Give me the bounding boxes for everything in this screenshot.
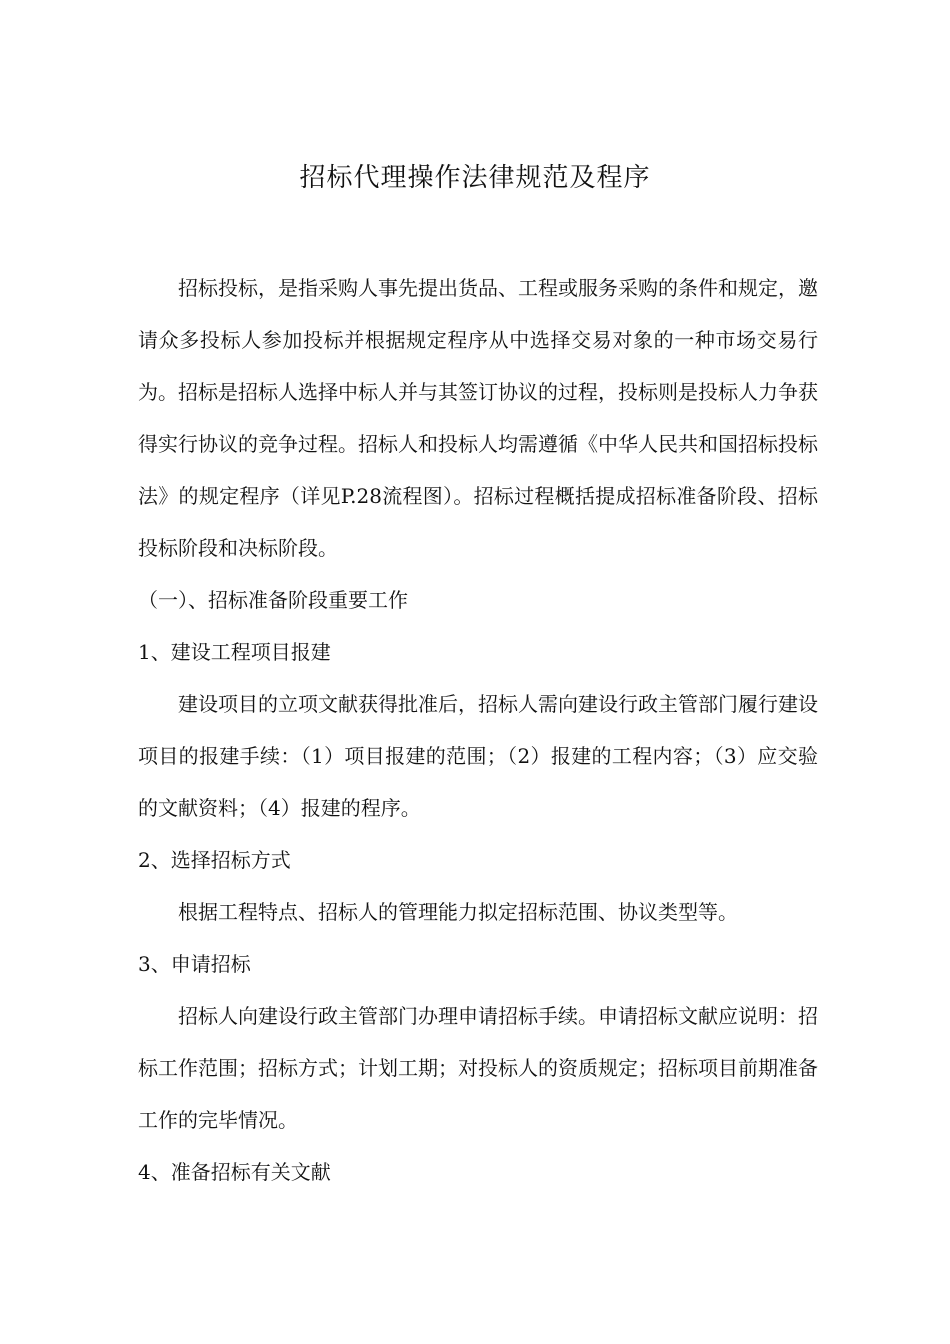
item-heading-3: 3、申请招标 [138,952,251,976]
item-heading-4: 4、准备招标有关文献 [138,1160,331,1184]
item-text-1: 建设项目的立项文献获得批准后，招标人需向建设行政主管部门履行建设项目的报建手续：（1）项目报建的范围；（2）报建的工程内容；（3）应交验的文献资料；（4）报建的程序。 [138,692,818,820]
document-body [138,262,818,1198]
section-heading: （一）、招标准备阶段重要工作 [138,588,408,612]
item-text-2: 根据工程特点、招标人的管理能力拟定招标范围、协议类型等。 [178,900,738,924]
intro-paragraph: 招标投标，是指采购人事先提出货品、工程或服务采购的条件和规定，邀请众多投标人参加投标并根据规定程序从中选择交易对象的一种市场交易行为。招标是招标人选择中标人并与其签订协议的过程，投标则是投标人力争获得实行协议的竞争过程。招标人和投标人均需遵循《中华人民共和国招标投标法》的规定程序（详见P.28流程图）。招标过程概括提成招标准备阶段、招标投标阶段和决标阶段。 [138,276,818,560]
document-title: 招标代理操作法律规范及程序 [299,163,651,193]
item-text-3: 招标人向建设行政主管部门办理申请招标手续。申请招标文献应说明：招标工作范围；招标方式；计划工期；对投标人的资质规定；招标项目前期准备工作的完毕情况。 [138,1004,818,1132]
item-heading-1: 1、建设工程项目报建 [138,640,331,664]
item-heading-2: 2、选择招标方式 [138,848,291,872]
